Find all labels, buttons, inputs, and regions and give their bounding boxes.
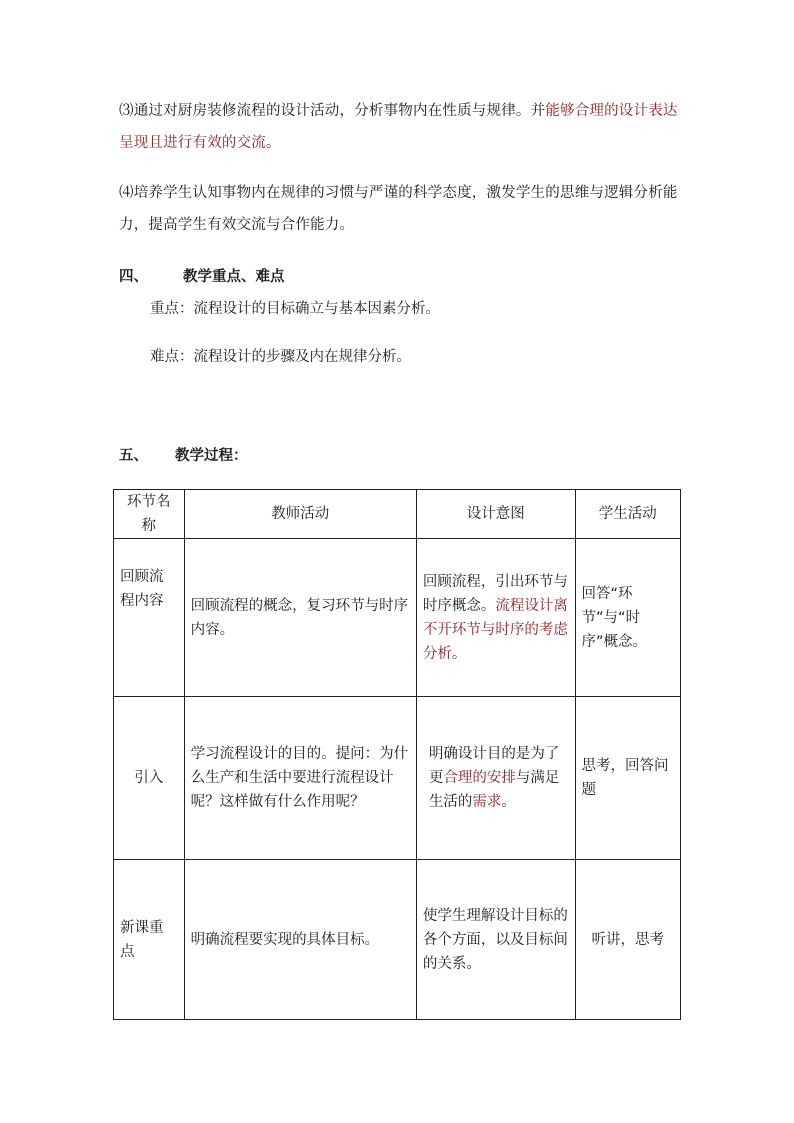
section-4-number: 四、 xyxy=(119,269,148,285)
teaching-process-table xyxy=(113,489,681,1020)
header-teacher: 教师活动 xyxy=(184,490,416,539)
header-intent: 设计意图 xyxy=(416,490,575,539)
row-2-teacher: 学习流程设计的目的。提问：为什么生产和生活中要进行流程设计呢？这样做有什么作用呢？ xyxy=(184,697,416,860)
objective-3-highlight: 能够合理的设计表达呈现且进行有效的交流 xyxy=(119,103,678,151)
row-3-student: 听讲，思考 xyxy=(575,860,680,1020)
objective-4: ⑷培养学生认知事物内在规律的习惯与严谨的科学态度，激发学生的思维与逻辑分析能力，提高学生有效交流与合作能力。 xyxy=(119,185,678,233)
row-1-teacher: 回顾流程的概念，复习环节与时序内容。 xyxy=(184,539,416,697)
table-row xyxy=(114,539,681,697)
section-5-number: 五、 xyxy=(119,448,148,464)
row-2-intent-highlight-2: 需求 xyxy=(472,794,502,810)
row-1-student: 回答“环节”与“时序”概念。 xyxy=(575,539,680,697)
row-2-intent-text-2: 与满足生活的 xyxy=(428,770,560,810)
objective-3-end: 。 xyxy=(266,135,281,151)
header-student: 学生活动 xyxy=(575,490,680,539)
header-stage: 环节名称 xyxy=(114,490,185,539)
row-3-stage: 新课重点 xyxy=(114,860,185,1020)
objective-3-text: ⑶通过对厨房装修流程的设计活动，分析事物内在性质与规律。并 xyxy=(119,103,546,119)
table-header-row xyxy=(114,490,681,539)
row-1-intent-text: 回顾流程，引出环节与时序概念。 xyxy=(422,573,568,614)
row-2-intent xyxy=(416,697,575,860)
row-1-intent-highlight: 流程设计离不开环节与时序的考虑分析 xyxy=(422,597,568,662)
objective-3 xyxy=(119,95,679,159)
row-3-teacher: 明确流程要实现的具体目标。 xyxy=(184,860,416,1020)
section-4-title: 教学重点、难点 xyxy=(183,269,285,285)
table-row xyxy=(114,860,681,1020)
row-2-intent-highlight-1: 合理的安排 xyxy=(443,770,516,786)
row-2-intent-end: 。 xyxy=(501,794,516,810)
row-1-stage: 回顾流程内容 xyxy=(114,539,185,697)
row-2-stage: 引入 xyxy=(114,697,185,860)
row-3-intent: 使学生理解设计目标的各个方面，以及目标间的关系。 xyxy=(416,860,575,1020)
row-1-intent xyxy=(416,539,575,697)
row-2-intent-text-1: 明确设计目的是为了更 xyxy=(428,746,560,786)
key-point: 重点：流程设计的目标确立与基本因素分析。 xyxy=(150,301,440,317)
section-4-heading xyxy=(119,265,285,286)
section-5-heading xyxy=(119,444,248,465)
section-5-title: 教学过程： xyxy=(175,448,248,464)
table-row xyxy=(114,697,681,860)
row-2-student: 思考，回答问题 xyxy=(575,697,680,860)
difficulty: 难点：流程设计的步骤及内在规律分析。 xyxy=(150,349,411,365)
row-1-intent-end: 。 xyxy=(451,645,467,662)
